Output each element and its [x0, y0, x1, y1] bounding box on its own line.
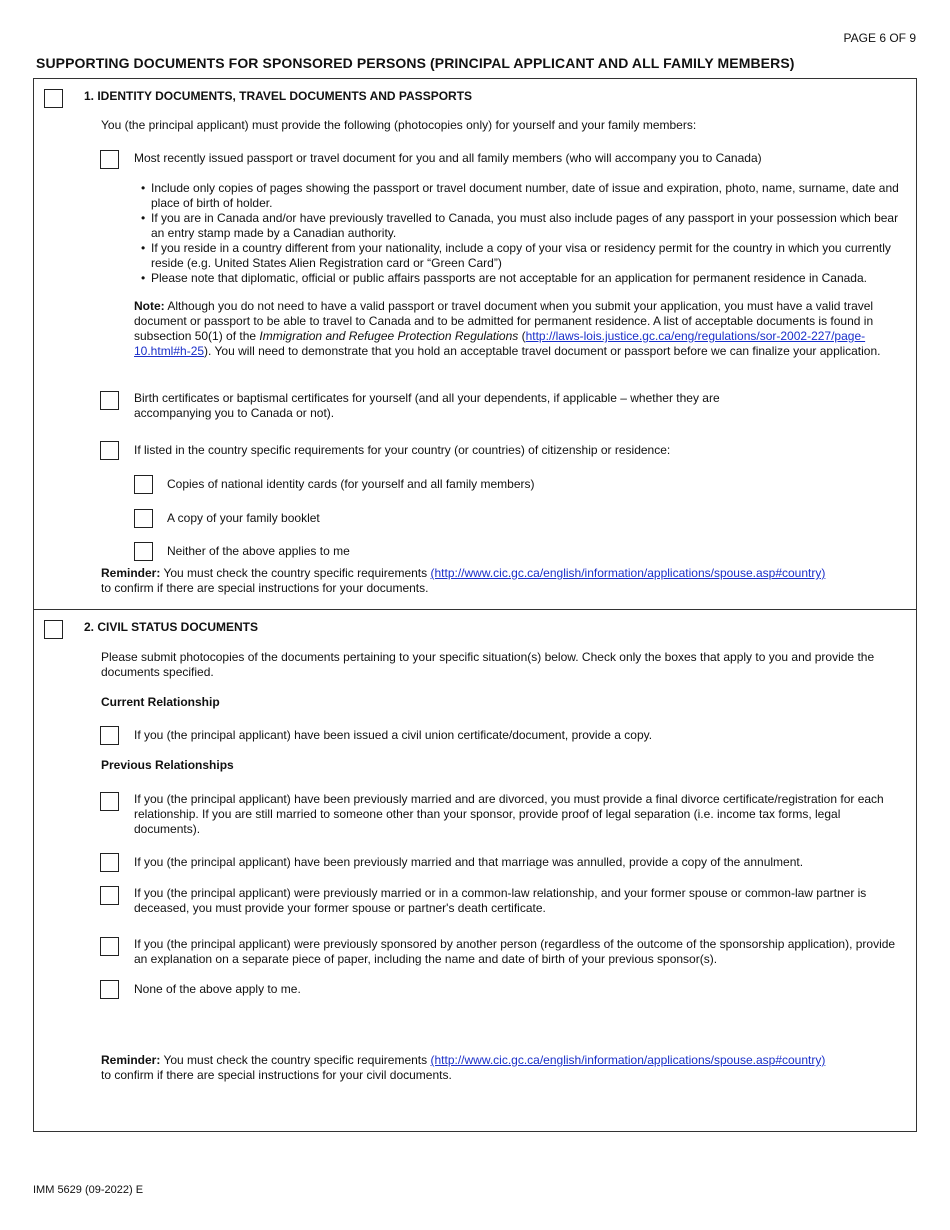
note-link-open: ( [518, 329, 526, 343]
regulations-link[interactable]: http://laws-lois.justice.gc.ca/eng/regulations/sor-2002-227/page-10.html#h-25 [134, 329, 866, 358]
country-requirements-link[interactable]: (http://www.cic.gc.ca/english/information/applications/spouse.asp#country) [430, 1053, 826, 1067]
birth-certificate-label: Birth certificates or baptismal certificates for yourself (and all your dependents, if applicable – whether they are accompanying you to Canada or not). [134, 391, 720, 420]
section2-checkbox[interactable] [44, 620, 63, 639]
page-title: SUPPORTING DOCUMENTS FOR SPONSORED PERSONS (PRINCIPAL APPLICANT AND ALL FAMILY MEMBERS) [36, 55, 795, 71]
regulations-title: Immigration and Refugee Protection Regulations [259, 329, 519, 343]
section-identity-documents [33, 78, 917, 610]
current-relationship-heading: Current Relationship [101, 695, 220, 709]
national-id-checkbox[interactable] [134, 475, 153, 494]
reminder-text: You must check the country specific requirements [160, 1053, 431, 1067]
passport-note [134, 299, 906, 359]
section1-intro: You (the principal applicant) must provide the following (photocopies only) for yourself and your family members: [101, 118, 697, 132]
passport-item-label: Most recently issued passport or travel document for you and all family members (who will accompany you to Canada) [134, 151, 762, 165]
reminder-text: You must check the country specific requirements [160, 566, 431, 580]
deceased-spouse-checkbox[interactable] [100, 886, 119, 905]
passport-checkbox[interactable] [100, 150, 119, 169]
annulment-checkbox[interactable] [100, 853, 119, 872]
none-apply-label: None of the above apply to me. [134, 982, 301, 996]
section1-checkbox[interactable] [44, 89, 63, 108]
deceased-spouse-label: If you (the principal applicant) were previously married or in a common-law relationship, and your former spouse or common-law partner is deceased, you must provide your former spouse or partner's death certificate. [134, 886, 867, 915]
note-text: Although you do not need to have a valid passport or travel document when you submit your application, you must have a valid travel document or passport to be able to travel to Canada and to be admitted for permanent residence. A list of acceptable documents is found in subsection 50(1) of the [134, 299, 874, 343]
section2-reminder [101, 1053, 911, 1083]
section2-intro: Please submit photocopies of the documents pertaining to your specific situation(s) below. Check only the boxes that apply to you and provide the documents specified. [101, 650, 875, 679]
note-label: Note: [134, 299, 165, 313]
neither-applies-label: Neither of the above applies to me [167, 544, 350, 558]
section-civil-status-documents [33, 609, 917, 1132]
previously-sponsored-label: If you (the principal applicant) were previously sponsored by another person (regardless of the outcome of the sponsorship application), provide an explanation on a separate piece of paper, including the name and date of birth of your previous sponsor(s). [134, 937, 896, 966]
section2-heading: 2. CIVIL STATUS DOCUMENTS [84, 620, 259, 634]
annulment-label: If you (the principal applicant) have been previously married and that marriage was annulled, provide a copy of the annulment. [134, 855, 804, 869]
country-requirements-link[interactable]: (http://www.cic.gc.ca/english/information/applications/spouse.asp#country) [430, 566, 826, 580]
country-requirements-checkbox[interactable] [100, 441, 119, 460]
civil-union-checkbox[interactable] [100, 726, 119, 745]
birth-certificate-checkbox[interactable] [100, 391, 119, 410]
reminder-after: to confirm if there are special instructions for your documents. [101, 581, 429, 595]
previously-sponsored-checkbox[interactable] [100, 937, 119, 956]
divorce-label: If you (the principal applicant) have been previously married and are divorced, you must provide a final divorce certificate/registration for each relationship. If you are still married to someone other than your sponsor, provide proof of legal separation (i.e. income tax forms, legal documents). [134, 792, 884, 836]
passport-bullet: • If you are in Canada and/or have previously travelled to Canada, you must also include pages of any passport in your possession which bear an entry stamp made by a Canadian authority. [138, 211, 904, 241]
passport-bullet: • If you reside in a country different from your nationality, include a copy of your visa or residency permit for the country in which you currently reside (e.g. United States Alien Registration card or “Green Card”) [138, 241, 904, 271]
passport-bullet: • Please note that diplomatic, official or public affairs passports are not acceptable for an application for permanent residence in Canada. [138, 271, 904, 286]
previous-relationships-heading: Previous Relationships [101, 758, 234, 772]
neither-applies-checkbox[interactable] [134, 542, 153, 561]
country-requirements-label: If listed in the country specific requirements for your country (or countries) of citizenship or residence: [134, 443, 671, 457]
reminder-label: Reminder: [101, 1053, 161, 1067]
passport-bullet: • Include only copies of pages showing the passport or travel document number, date of issue and expiration, photo, name, surname, date and place of birth of holder. [138, 181, 904, 211]
reminder-label: Reminder: [101, 566, 161, 580]
note-after: ). You will need to demonstrate that you hold an acceptable travel document or passport before we can finalize your application. [204, 344, 881, 358]
section1-heading: 1. IDENTITY DOCUMENTS, TRAVEL DOCUMENTS AND PASSPORTS [84, 89, 473, 103]
none-apply-checkbox[interactable] [100, 980, 119, 999]
section1-reminder [101, 566, 911, 596]
reminder-after: to confirm if there are special instructions for your civil documents. [101, 1068, 452, 1082]
family-booklet-checkbox[interactable] [134, 509, 153, 528]
form-code: IMM 5629 (09-2022) E [33, 1184, 144, 1196]
national-id-label: Copies of national identity cards (for yourself and all family members) [167, 477, 535, 491]
page-number: PAGE 6 OF 9 [843, 31, 916, 45]
civil-union-label: If you (the principal applicant) have been issued a civil union certificate/document, provide a copy. [134, 728, 653, 742]
divorce-checkbox[interactable] [100, 792, 119, 811]
family-booklet-label: A copy of your family booklet [167, 511, 320, 525]
passport-bullet-list [138, 181, 904, 286]
